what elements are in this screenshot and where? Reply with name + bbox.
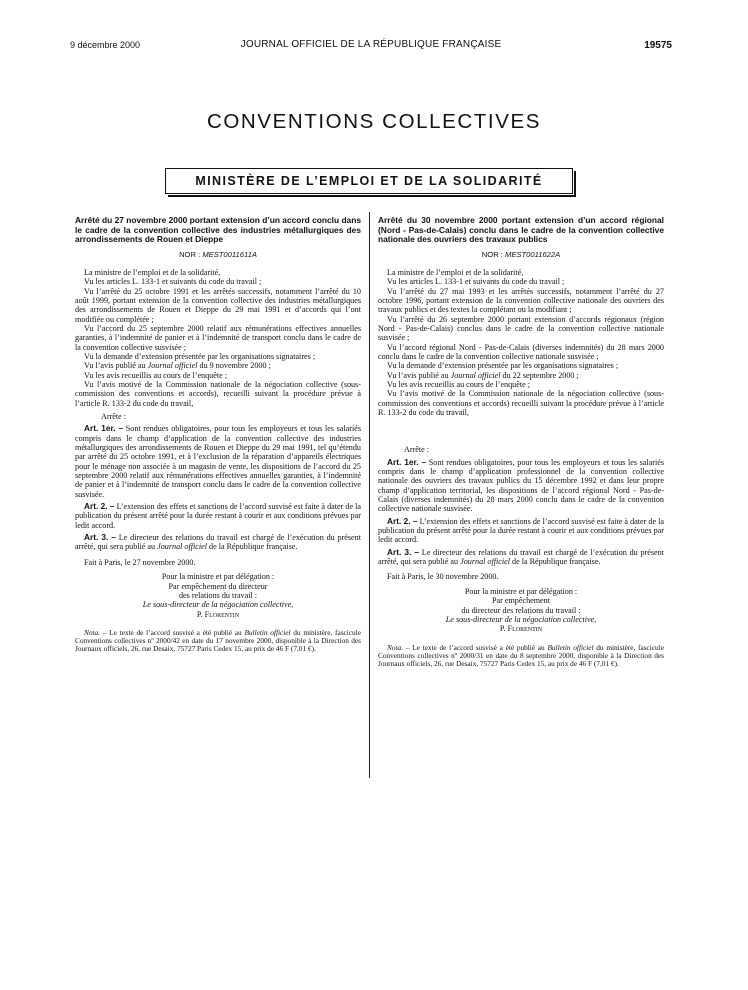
paragraph: Vu l’accord du 25 septembre 2000 relatif aux rémunérations effectives annuelles garanties, à l’indemnité de panier et à l’indemnité de transport conclu dans le cadre de la convention collective susvisée ;	[75, 323, 361, 352]
avis-post: du 9 novembre 2000 ;	[199, 361, 271, 371]
article-3	[75, 533, 361, 552]
paragraph: Vu l’accord régional Nord - Pas-de-Calais (diverses indemnités) du 28 mars 2000 conclu dans le cadre de la convention collective nationale susvisée ;	[378, 342, 664, 361]
paragraph: Vu l’avis motivé de la Commission nationale de la négociation collective (sous-commission des conventions et accords) recueilli suivant la procédure prévue à l’article R. 133-2 du code du travail,	[378, 389, 664, 417]
nota-text: du ministère, fascicule Conventions collectives nº 2000/42 en date du 17 novembre 2000, disponible à la Direction des Journaux officiels, 26, rue Desaix, 75727 Paris Cedex 15, au prix de 46 F (7,01 €).	[75, 627, 361, 654]
article-text: Le directeur des relations du travail est chargé de l’exécution du présent arrêté, qui sera publié au	[75, 533, 361, 552]
article-label: Art. 2. –	[84, 501, 115, 512]
nota-text: – Le texte de l’accord susvisé a été publié au	[100, 627, 245, 637]
page-header	[70, 38, 672, 52]
article-text: de la République française.	[512, 557, 601, 567]
arrete-heading: Arrête :	[404, 445, 430, 455]
nota-text: – Le texte de l’accord susvisé a été publié au	[403, 642, 548, 652]
nor-code: MEST0011622A	[505, 249, 561, 259]
journal-ref: Journal officiel	[450, 370, 501, 380]
article-label: Art. 1er. –	[84, 423, 124, 434]
bulletin-ref: Bulletin officiel	[244, 627, 291, 637]
paragraph-avis	[378, 371, 664, 380]
paragraph: La ministre de l’emploi et de la solidarité,	[387, 267, 524, 277]
paragraph: Vu les avis recueillis au cours de l’enquête ;	[387, 379, 531, 389]
article-label: Art. 1er. –	[387, 456, 427, 467]
nota-note	[378, 644, 664, 669]
paragraph: Vu l’avis motivé de la Commission nationale de la négociation collective (sous-commission des conventions et accords), recueilli suivant la procédure prévue à l’article R. 133-2 du code du travail,	[75, 379, 361, 408]
signature-block	[378, 587, 664, 634]
article-2	[378, 517, 664, 545]
paragraph-avis	[75, 361, 361, 370]
avis-pre: Vu l’avis publié au	[387, 370, 449, 380]
right-column	[378, 216, 664, 668]
signature-block	[75, 572, 361, 619]
ministry-banner	[165, 168, 573, 194]
paragraph: Vu les articles L. 133-1 et suivants du code du travail ;	[387, 277, 565, 287]
spacer	[378, 417, 664, 441]
section-title: CONVENTIONS COLLECTIVES	[206, 110, 542, 133]
signatory-name: P. Florentin	[196, 609, 240, 619]
article-2	[75, 502, 361, 530]
signature-line: Pour la ministre et par délégation :	[464, 586, 578, 596]
nota-text: du ministère, fascicule Conventions collectives nº 2000/31 en date du 8 septembre 2000, disponible à la Direction des Journaux officiels, 26, rue Desaix, 75727 Paris Cedex 15, au prix de 46 F (7,01 €).	[378, 642, 664, 669]
article-text: L’extension des effets et sanctions de l’accord susvisé est faite à dater de la publication du présent arrêté pour la durée restant à courir et aux conditions prévues par ledit accord.	[378, 516, 665, 545]
article-1	[75, 424, 361, 499]
paragraph: Vu l’arrêté du 25 octobre 1991 et les arrêtés successifs, notamment l’arrêté du 10 août 1999, portant extension de la convention collective des industries métallurgiques des arrondissements de Rouen et Dieppe du 29 mai 1991 et d’accords qui l’ont modifiée ou complétée ;	[75, 286, 361, 324]
nota-note	[75, 629, 361, 654]
paragraph: Vu l’arrêté du 27 mai 1993 et les arrêtés successifs, notamment l’arrêté du 27 octobre 1996, portant extension de la convention collective nationale des ouvriers des travaux publics et des textes la complétant ou la modifiant ;	[378, 286, 664, 315]
paragraph: Vu les avis recueillis au cours de l’enquête ;	[84, 370, 228, 380]
article-text: de la République française.	[209, 542, 298, 552]
signatory-role: Le sous-directeur de la négociation collective,	[445, 614, 597, 624]
nota-label: Nota.	[387, 642, 404, 652]
decree-title: Arrêté du 30 novembre 2000 portant extension d’un accord régional (Nord - Pas-de-Calais) conclu dans le cadre de la convention collective nationale des ouvriers des travaux publics	[378, 215, 664, 244]
journal-title: JOURNAL OFFICIEL DE LA RÉPUBLIQUE FRANÇAISE	[240, 39, 502, 50]
journal-ref: Journal officiel	[157, 542, 207, 552]
article-label: Art. 3. –	[84, 532, 116, 543]
article-text: Sont rendues obligatoires, pour tous les employeurs et tous les salariés compris dans le champ d’application professionnel de la convention collective nationale des ouvriers des travaux publics du 15 décembre 1992 et dans leur propre champ d’application territorial, les dispositions de l’accord régional Nord - Pas-de-Calais (diverses indemnités) du 28 mars 2000 conclu dans le cadre de la convention collective nationale susvisée.	[378, 457, 664, 514]
nor-code: MEST0011611A	[202, 249, 257, 259]
signing-place-date: Fait à Paris, le 30 novembre 2000.	[387, 572, 499, 582]
signatory-role: Le sous-directeur de la négociation collective,	[142, 600, 294, 610]
paragraph: Vu la demande d’extension présentée par les organisations signataires ;	[387, 361, 619, 371]
article-text: Sont rendues obligatoires, pour tous les employeurs et tous les salariés compris dans le champ d’application de la convention collective des industries métallurgiques des arrondissements de Rouen et Dieppe du 29 mai 1991, tel qu’étendu par arrêté du 25 octobre 1991, et à l’exclusion de la réparation d’appareils électriques pour le ménage non associée à un magasin de vente, les dispositions de l’accord du 25 septembre 2000 relatif aux rémunérations effectives annuelles garanties, à l’indemnité de panier et à l’indemnité de transport conclu dans le cadre de la convention collective susvisée.	[75, 424, 361, 499]
journal-ref: Journal officiel	[460, 557, 510, 567]
nor-reference	[378, 250, 664, 259]
left-column	[75, 216, 361, 654]
paragraph: Vu la demande d’extension présentée par les organisations signataires ;	[84, 351, 316, 361]
nor-label: NOR :	[179, 249, 201, 259]
column-divider	[369, 212, 370, 778]
avis-pre: Vu l’avis publié au	[84, 361, 146, 371]
signatory-name: P. Florentin	[499, 624, 543, 634]
paragraph: Vu l’arrêté du 26 septembre 2000 portant extension d’accords régionaux (région Nord - Pas-de-Calais) conclus dans le cadre de la convention collective nationale susvisée ;	[378, 314, 664, 343]
article-text: Le directeur des relations du travail est chargé de l’exécution du présent arrêté, qui sera publié au	[378, 547, 664, 567]
article-1	[378, 458, 664, 514]
page-number: 19575	[644, 40, 672, 51]
decree-title: Arrêté du 27 novembre 2000 portant extension d’un accord conclu dans le cadre de la convention collective des industries métallurgiques des arrondissements de Rouen et Dieppe	[75, 215, 361, 244]
header-date: 9 décembre 2000	[70, 40, 141, 50]
nor-reference	[75, 250, 361, 259]
article-label: Art. 2. –	[387, 515, 418, 526]
paragraph: Vu les articles L. 133-1 et suivants du code du travail ;	[84, 277, 262, 287]
nor-label: NOR :	[481, 249, 503, 259]
article-3	[378, 548, 664, 567]
nota-label: Nota.	[84, 627, 101, 637]
signature-line: du directeur des relations du travail :	[461, 605, 581, 615]
signature-line: Par empêchement	[492, 596, 550, 606]
bulletin-ref: Bulletin officiel	[547, 642, 594, 652]
signature-line: des relations du travail :	[178, 590, 258, 600]
journal-ref: Journal officiel	[147, 361, 198, 371]
ministry-name: MINISTÈRE DE L’EMPLOI ET DE LA SOLIDARITÉ	[195, 174, 543, 188]
paragraph: La ministre de l’emploi et de la solidarité,	[84, 267, 221, 277]
avis-post: du 22 septembre 2000 ;	[502, 370, 579, 380]
article-text: L’extension des effets et sanctions de l’accord susvisé est faite à dater de la publication du présent arrêté pour la durée restant à courir et aux conditions prévues par ledit accord.	[75, 502, 362, 530]
signature-line: Pour la ministre et par délégation :	[161, 572, 275, 582]
signature-line: Par empêchement du directeur	[168, 581, 268, 591]
article-label: Art. 3. –	[387, 546, 419, 557]
signing-place-date: Fait à Paris, le 27 novembre 2000.	[84, 557, 196, 567]
arrete-heading: Arrête :	[101, 412, 127, 421]
